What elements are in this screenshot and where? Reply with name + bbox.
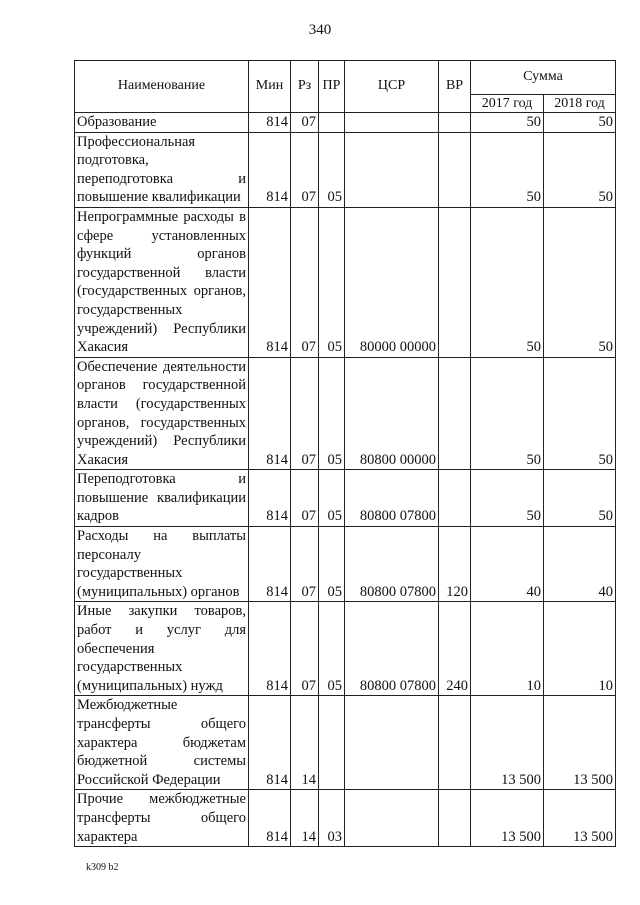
- row-csr: 80800 07800: [345, 527, 439, 602]
- row-sum-2018: 50: [544, 470, 616, 527]
- row-pr: 03: [319, 790, 345, 847]
- row-rz: 07: [291, 132, 319, 207]
- row-pr: 05: [319, 357, 345, 470]
- row-pr: [319, 696, 345, 790]
- header-vr: ВР: [439, 61, 471, 113]
- table-row: [75, 207, 616, 357]
- row-csr: 80000 00000: [345, 207, 439, 357]
- row-sum-2017: 40: [471, 527, 544, 602]
- row-pr: 05: [319, 132, 345, 207]
- row-vr: 240: [439, 602, 471, 696]
- row-rz: 07: [291, 357, 319, 470]
- row-sum-2018: 10: [544, 602, 616, 696]
- row-vr: [439, 113, 471, 133]
- header-min: Мин: [249, 61, 291, 113]
- row-rz: 07: [291, 602, 319, 696]
- row-pr: 05: [319, 470, 345, 527]
- table-row: [75, 357, 616, 470]
- row-pr: 05: [319, 207, 345, 357]
- row-rz: 07: [291, 207, 319, 357]
- row-name: Обеспечение деятельности органов государственной власти (государственных органов, государственных учреждений) Республики Хакасия: [75, 357, 249, 470]
- page-number: 340: [308, 22, 332, 38]
- table-row: [75, 527, 616, 602]
- row-sum-2018: 50: [544, 207, 616, 357]
- row-sum-2018: 40: [544, 527, 616, 602]
- row-vr: [439, 132, 471, 207]
- row-vr: 120: [439, 527, 471, 602]
- row-name: Межбюджетные трансферты общего характера бюджетам бюджетной системы Российской Федерации: [75, 696, 249, 790]
- row-rz: 14: [291, 790, 319, 847]
- row-rz: 07: [291, 527, 319, 602]
- row-min: 814: [249, 602, 291, 696]
- row-sum-2017: 13 500: [471, 696, 544, 790]
- header-sum: Сумма: [471, 61, 616, 95]
- row-sum-2017: 50: [471, 113, 544, 133]
- table-row: [75, 696, 616, 790]
- row-csr: 80800 07800: [345, 470, 439, 527]
- row-name: Расходы на выплаты персоналу государственных (муниципальных) органов: [75, 527, 249, 602]
- row-vr: [439, 790, 471, 847]
- row-pr: 05: [319, 527, 345, 602]
- row-vr: [439, 357, 471, 470]
- row-min: 814: [249, 696, 291, 790]
- row-sum-2017: 13 500: [471, 790, 544, 847]
- row-csr: [345, 790, 439, 847]
- row-vr: [439, 470, 471, 527]
- row-name: Иные закупки товаров, работ и услуг для обеспечения государственных (муниципальных) нужд: [75, 602, 249, 696]
- row-vr: [439, 207, 471, 357]
- row-rz: 07: [291, 470, 319, 527]
- table-row: [75, 113, 616, 133]
- table-row: [75, 790, 616, 847]
- header-pr: ПР: [319, 61, 345, 113]
- document-code: k309 b2: [86, 862, 119, 873]
- row-name: Профессиональная подготовка, переподготовка и повышение квалификации: [75, 132, 249, 207]
- row-min: 814: [249, 790, 291, 847]
- row-min: 814: [249, 113, 291, 133]
- table-row: [75, 602, 616, 696]
- row-csr: [345, 696, 439, 790]
- budget-table: [74, 60, 616, 847]
- row-sum-2018: 50: [544, 113, 616, 133]
- row-name: Переподготовка и повышение квалификации кадров: [75, 470, 249, 527]
- row-name: Прочие межбюджетные трансферты общего характера: [75, 790, 249, 847]
- row-csr: [345, 132, 439, 207]
- row-pr: [319, 113, 345, 133]
- row-sum-2017: 10: [471, 602, 544, 696]
- header-year-2017: 2017 год: [471, 95, 544, 113]
- row-min: 814: [249, 207, 291, 357]
- header-name: Наименование: [75, 61, 249, 113]
- row-name: Непрограммные расходы в сфере установленных функций органов государственной власти (государственных органов, государственных учреждений) Республики Хакасия: [75, 207, 249, 357]
- row-pr: 05: [319, 602, 345, 696]
- row-name: Образование: [75, 113, 249, 133]
- table-row: [75, 132, 616, 207]
- header-year-2018: 2018 год: [544, 95, 616, 113]
- row-min: 814: [249, 357, 291, 470]
- row-sum-2017: 50: [471, 357, 544, 470]
- row-min: 814: [249, 527, 291, 602]
- row-csr: [345, 113, 439, 133]
- row-sum-2017: 50: [471, 132, 544, 207]
- row-sum-2018: 13 500: [544, 696, 616, 790]
- row-sum-2018: 13 500: [544, 790, 616, 847]
- row-min: 814: [249, 132, 291, 207]
- row-sum-2018: 50: [544, 132, 616, 207]
- row-sum-2017: 50: [471, 470, 544, 527]
- row-vr: [439, 696, 471, 790]
- header-rz: Рз: [291, 61, 319, 113]
- row-sum-2017: 50: [471, 207, 544, 357]
- table-row: [75, 470, 616, 527]
- row-rz: 14: [291, 696, 319, 790]
- row-sum-2018: 50: [544, 357, 616, 470]
- header-csr: ЦСР: [345, 61, 439, 113]
- row-csr: 80800 07800: [345, 602, 439, 696]
- row-min: 814: [249, 470, 291, 527]
- row-rz: 07: [291, 113, 319, 133]
- row-csr: 80800 00000: [345, 357, 439, 470]
